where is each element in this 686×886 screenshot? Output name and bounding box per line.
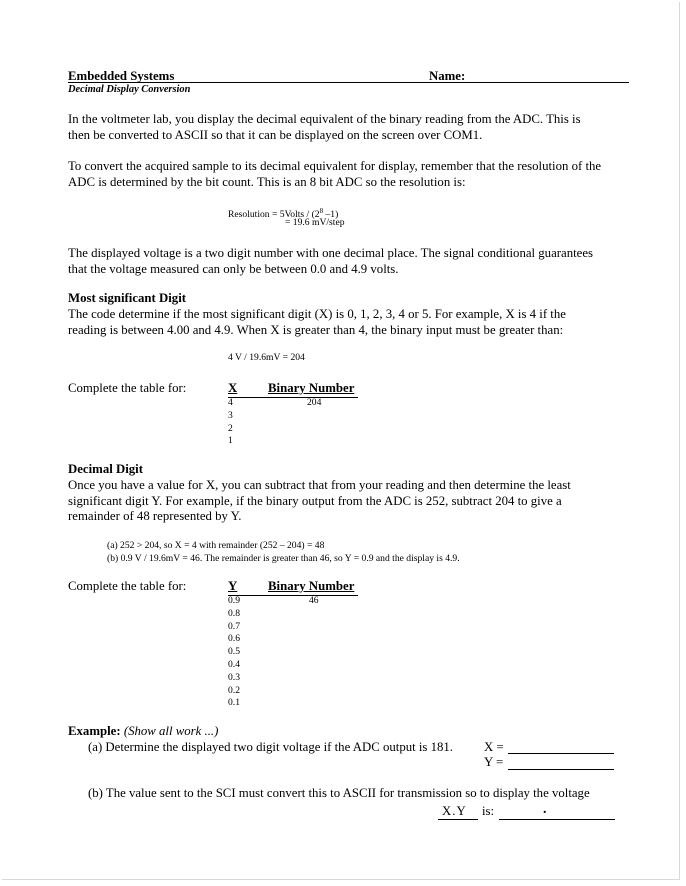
text-line: Once you have a value for X, you can subtract that from your reading and then determine the least	[68, 478, 571, 492]
msd-calculation: 4 V / 19.6mV = 204	[228, 352, 305, 363]
text-line: reading is between 4.00 and 4.9. When X is greater than 4, the binary input must be greater than:	[68, 322, 564, 337]
y-column-header: Y	[228, 579, 238, 593]
table-cell: 0.1	[228, 697, 240, 709]
table-rule	[228, 397, 358, 398]
text-line: To convert the acquired sample to its decimal equivalent for display, remember that the resolution of the	[68, 159, 602, 173]
binary-column-header: Binary Number	[268, 579, 355, 593]
y-values-column	[228, 595, 240, 710]
name-label: Name:	[429, 69, 466, 83]
example-note: (Show all work ...)	[123, 724, 219, 738]
intro-paragraph-1	[68, 112, 581, 143]
example-question-a: (a) Determine the displayed two digit voltage if the ADC output is 181.	[88, 740, 453, 754]
msd-heading: Most significant Digit	[68, 291, 187, 305]
intro-paragraph-3	[68, 246, 593, 277]
table-rule	[228, 595, 358, 596]
formula-text-end: –1)	[323, 209, 339, 221]
table-cell: 4	[228, 397, 233, 408]
decimal-paragraph	[68, 478, 571, 525]
resolution-value: = 19.6 mV/step	[285, 217, 345, 228]
table-cell: 0.9	[228, 595, 240, 606]
x-answer-blank[interactable]	[508, 753, 614, 754]
msd-binary-values-column	[307, 397, 321, 410]
x-values-column	[228, 397, 233, 448]
example-heading	[68, 724, 218, 740]
text-line: significant digit Y. For example, if the binary output from the ADC is 252, subtract 204 to give a	[68, 493, 562, 508]
is-label: is:	[482, 804, 495, 818]
table-cell: 204	[307, 397, 322, 408]
x-answer-label: X =	[484, 740, 504, 754]
decimal-heading: Decimal Digit	[68, 462, 143, 476]
binary-column-header: Binary Number	[268, 381, 355, 395]
table-cell: 46	[309, 595, 319, 606]
table-cell: 1	[228, 435, 233, 447]
text-line: that the voltage measured can only be between 0.0 and 4.9 volts.	[68, 261, 399, 276]
text-line: The displayed voltage is a two digit number with one decimal place. The signal conditional guarantees	[68, 246, 593, 260]
table-cell: 2	[228, 422, 233, 434]
decimal-binary-values-column	[309, 595, 319, 608]
ascii-answer-blank[interactable]	[499, 819, 615, 820]
table-cell: 0.6	[228, 633, 240, 645]
xy-label: X.Y	[442, 804, 467, 818]
formula-text: Resolution = 5Volts / (2	[228, 209, 320, 221]
x-column-header: X	[228, 381, 238, 395]
text-line: ADC is determined by the bit count. This is an 8 bit ADC so the resolution is:	[68, 174, 466, 189]
document-page	[2, 2, 680, 880]
table-cell: 0.2	[228, 684, 240, 696]
course-title: Embedded Systems	[68, 69, 175, 83]
text-line: In the voltmeter lab, you display the decimal equivalent of the binary reading from the ADC. This is	[68, 112, 581, 126]
table-cell: 0.3	[228, 671, 240, 683]
text-line: remainder of 48 represented by Y.	[68, 509, 242, 523]
table-cell: 0.7	[228, 620, 240, 632]
document-subtitle: Decimal Display Conversion	[68, 84, 191, 95]
intro-paragraph-2	[68, 159, 601, 190]
table-cell: 0.4	[228, 658, 240, 670]
table-cell: 0.8	[228, 607, 240, 619]
xy-underline	[438, 819, 478, 820]
msd-table-prompt: Complete the table for:	[68, 381, 187, 395]
y-answer-blank[interactable]	[508, 769, 614, 770]
decimal-point: .	[543, 802, 547, 817]
example-question-b: (b) The value sent to the SCI must convert this to ASCII for transmission so to display the voltage	[88, 786, 590, 800]
y-answer-label: Y =	[484, 755, 504, 769]
header-rule	[68, 82, 629, 83]
table-cell: 3	[228, 409, 233, 421]
example-label: Example:	[68, 724, 121, 738]
text-line: then be converted to ASCII so that it can be displayed on the screen over COM1.	[68, 127, 483, 142]
msd-paragraph	[68, 307, 566, 338]
text-line: The code determine if the most significant digit (X) is 0, 1, 2, 3, 4 or 5. For example, X is 4 if the	[68, 307, 566, 321]
formula-exponent: 8	[319, 207, 324, 215]
table-cell: 0.5	[228, 646, 240, 658]
decimal-table-prompt: Complete the table for:	[68, 579, 187, 593]
example-step-b: (b) 0.9 V / 19.6mV = 46. The remainder is greater than 46, so Y = 0.9 and the display is 4.9.	[107, 553, 460, 564]
example-step-a: (a) 252 > 204, so X = 4 with remainder (252 – 204) = 48	[107, 540, 325, 551]
